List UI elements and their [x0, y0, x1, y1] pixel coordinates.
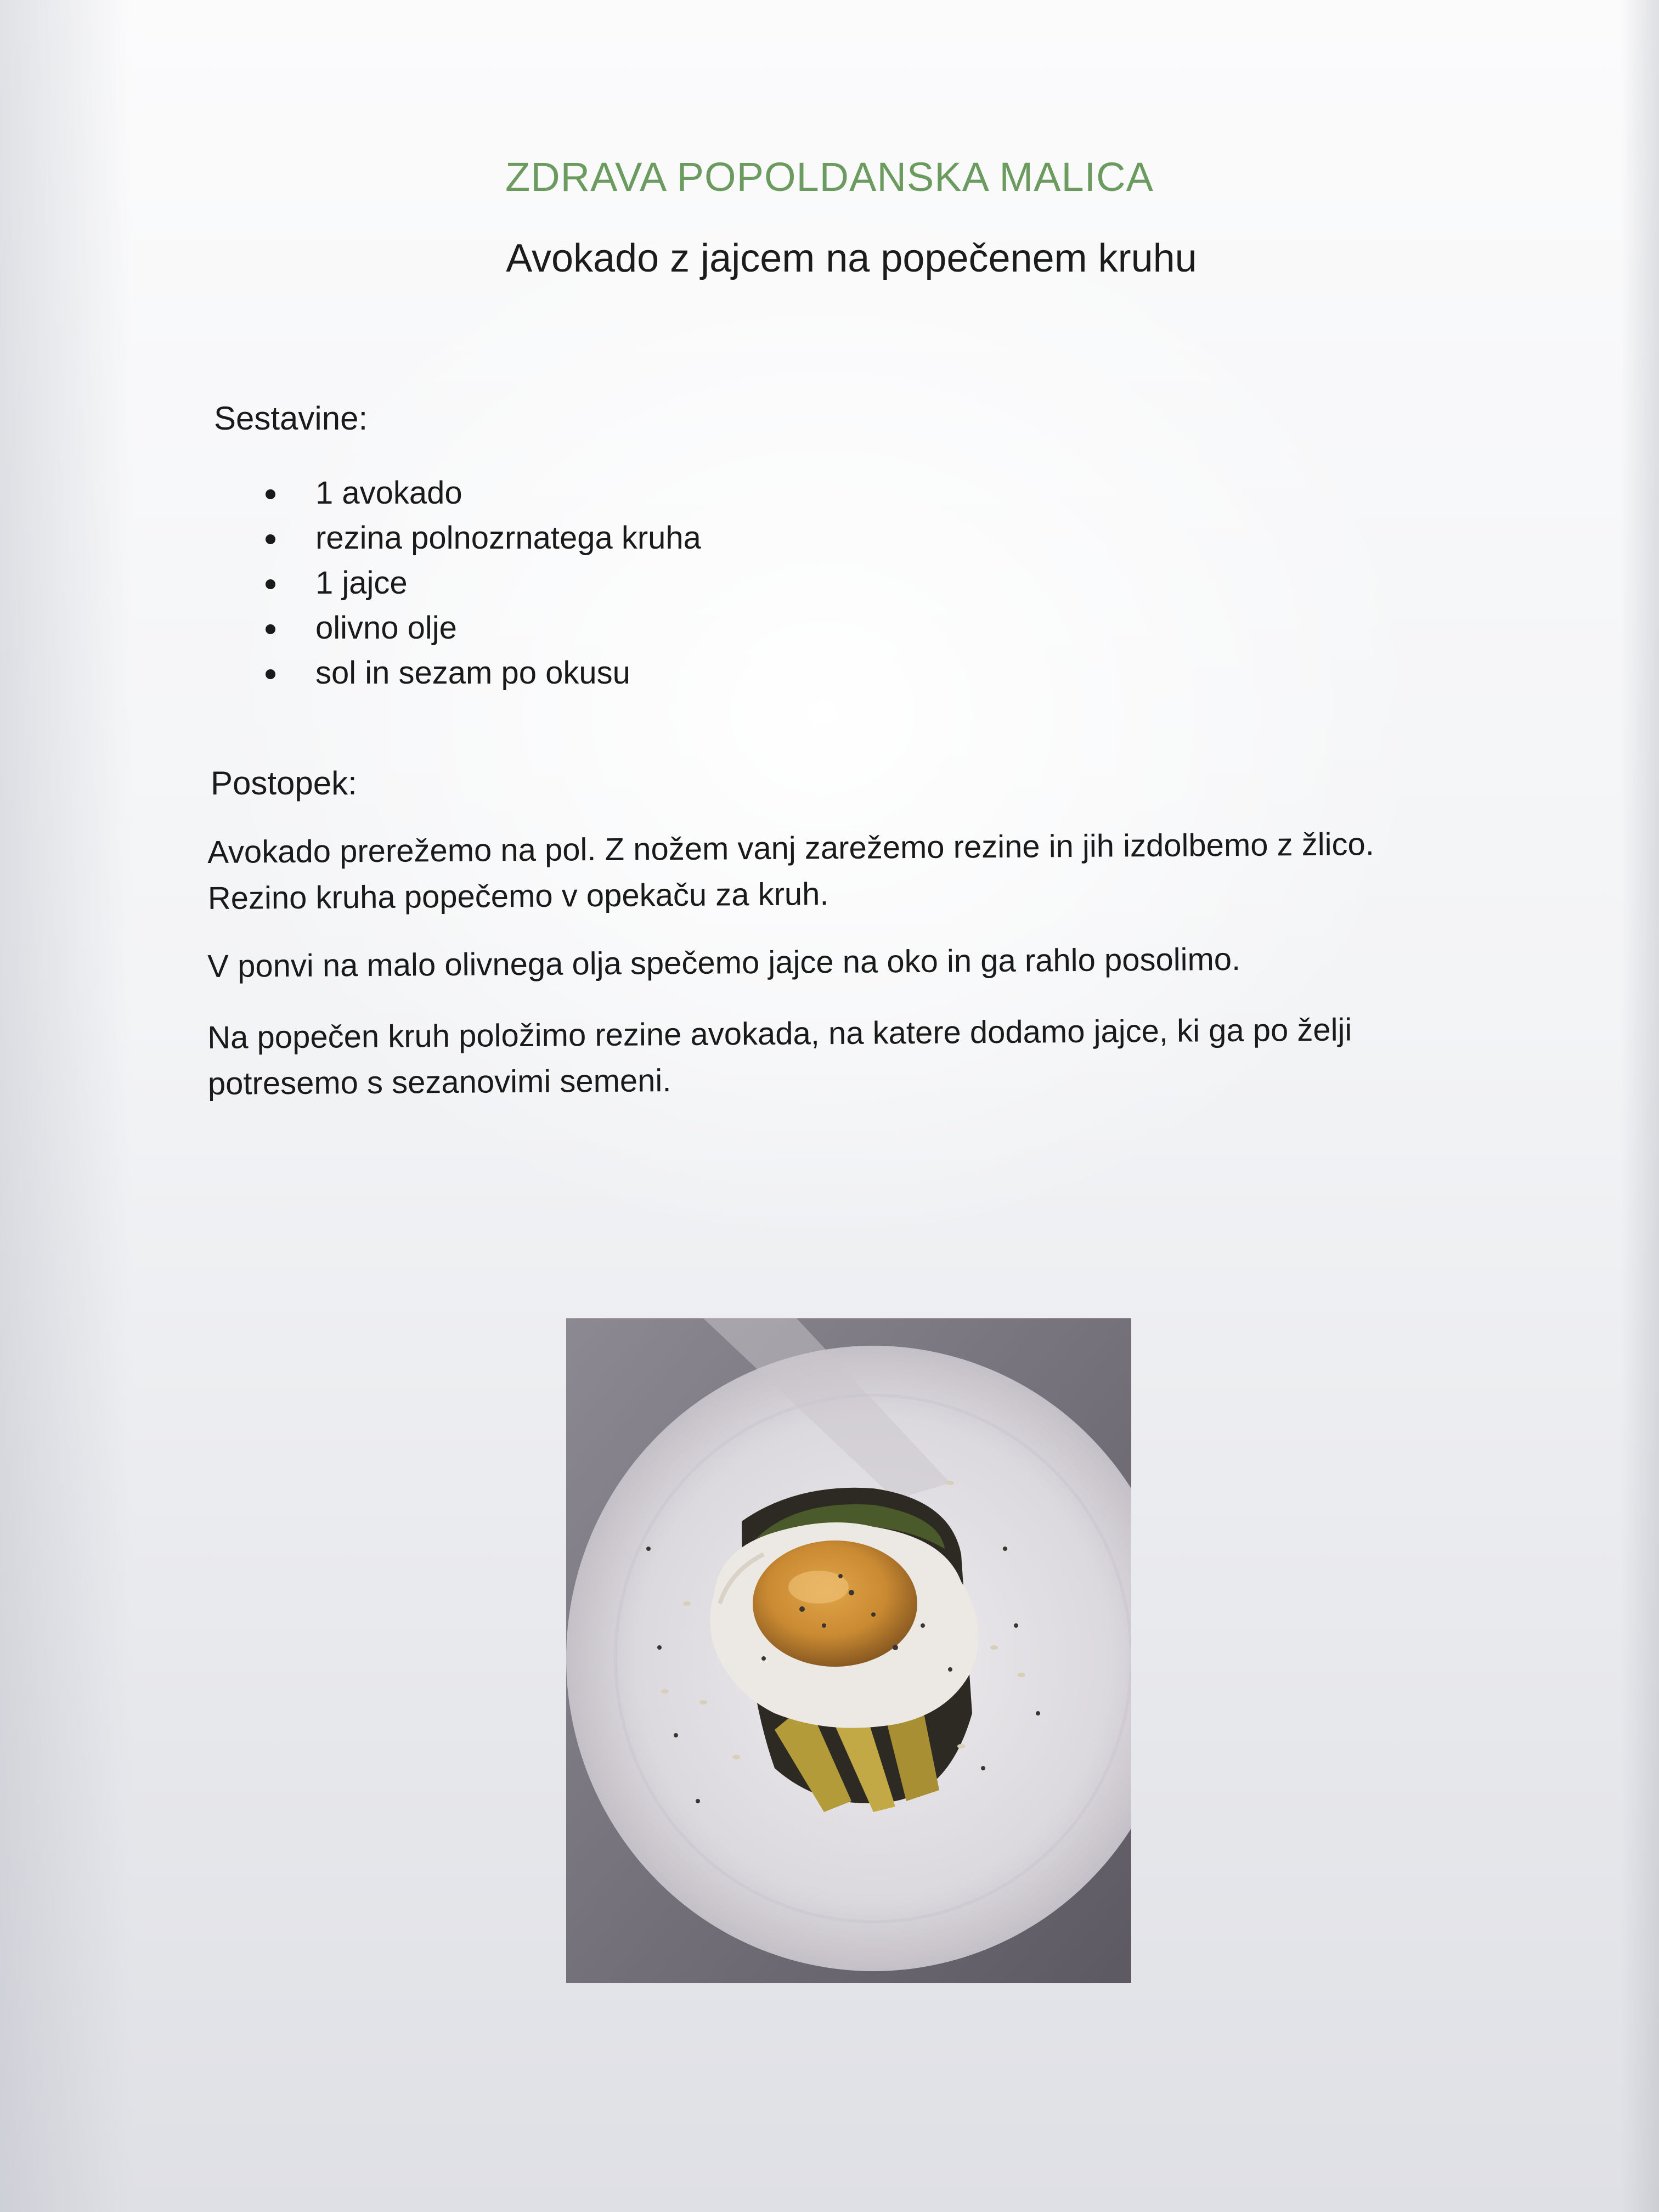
ingredient-text: olivno olje: [315, 610, 457, 646]
ingredient-text: 1 avokado: [315, 475, 462, 511]
paper-edge: [1621, 0, 1659, 2212]
dish-photo: [566, 1318, 1131, 1983]
ingredient-text: rezina polnozrnatega kruha: [315, 520, 701, 556]
procedure-step-3: Na popečen kruh položimo rezine avokada, na katere dodamo jajce, ki ga po želji potresemo s sezanovimi semeni.: [207, 1012, 1352, 1102]
recipe-title: Avokado z jajcem na popečenem kruhu: [506, 236, 1197, 280]
list-item: [258, 471, 701, 516]
ingredients-list: [258, 471, 701, 696]
paper-shadow: [0, 0, 132, 2212]
bullet-icon: [266, 579, 275, 589]
ingredients-heading: Sestavine:: [214, 400, 368, 437]
bullet-icon: [266, 534, 275, 544]
list-item: [258, 516, 701, 561]
list-item: [258, 651, 701, 696]
page-title: ZDRAVA POPOLDANSKA MALICA: [505, 154, 1154, 200]
list-item: [258, 561, 701, 606]
dish-illustration: [566, 1318, 1131, 1983]
bullet-icon: [266, 624, 275, 634]
bullet-icon: [266, 489, 275, 499]
list-item: [258, 606, 701, 651]
procedure-step-2: V ponvi na malo olivnega olja spečemo jajce na oko in ga rahlo posolimo.: [207, 941, 1241, 984]
procedure-step-1: Avokado prerežemo na pol. Z nožem vanj zarežemo rezine in jih izdolbemo z žlico. Rezino kruha popečemo v opekaču za kruh.: [207, 826, 1375, 916]
ingredient-text: sol in sezam po okusu: [315, 655, 630, 691]
procedure-heading: Postopek:: [211, 765, 357, 802]
bullet-icon: [266, 669, 275, 679]
ingredient-text: 1 jajce: [315, 565, 408, 601]
